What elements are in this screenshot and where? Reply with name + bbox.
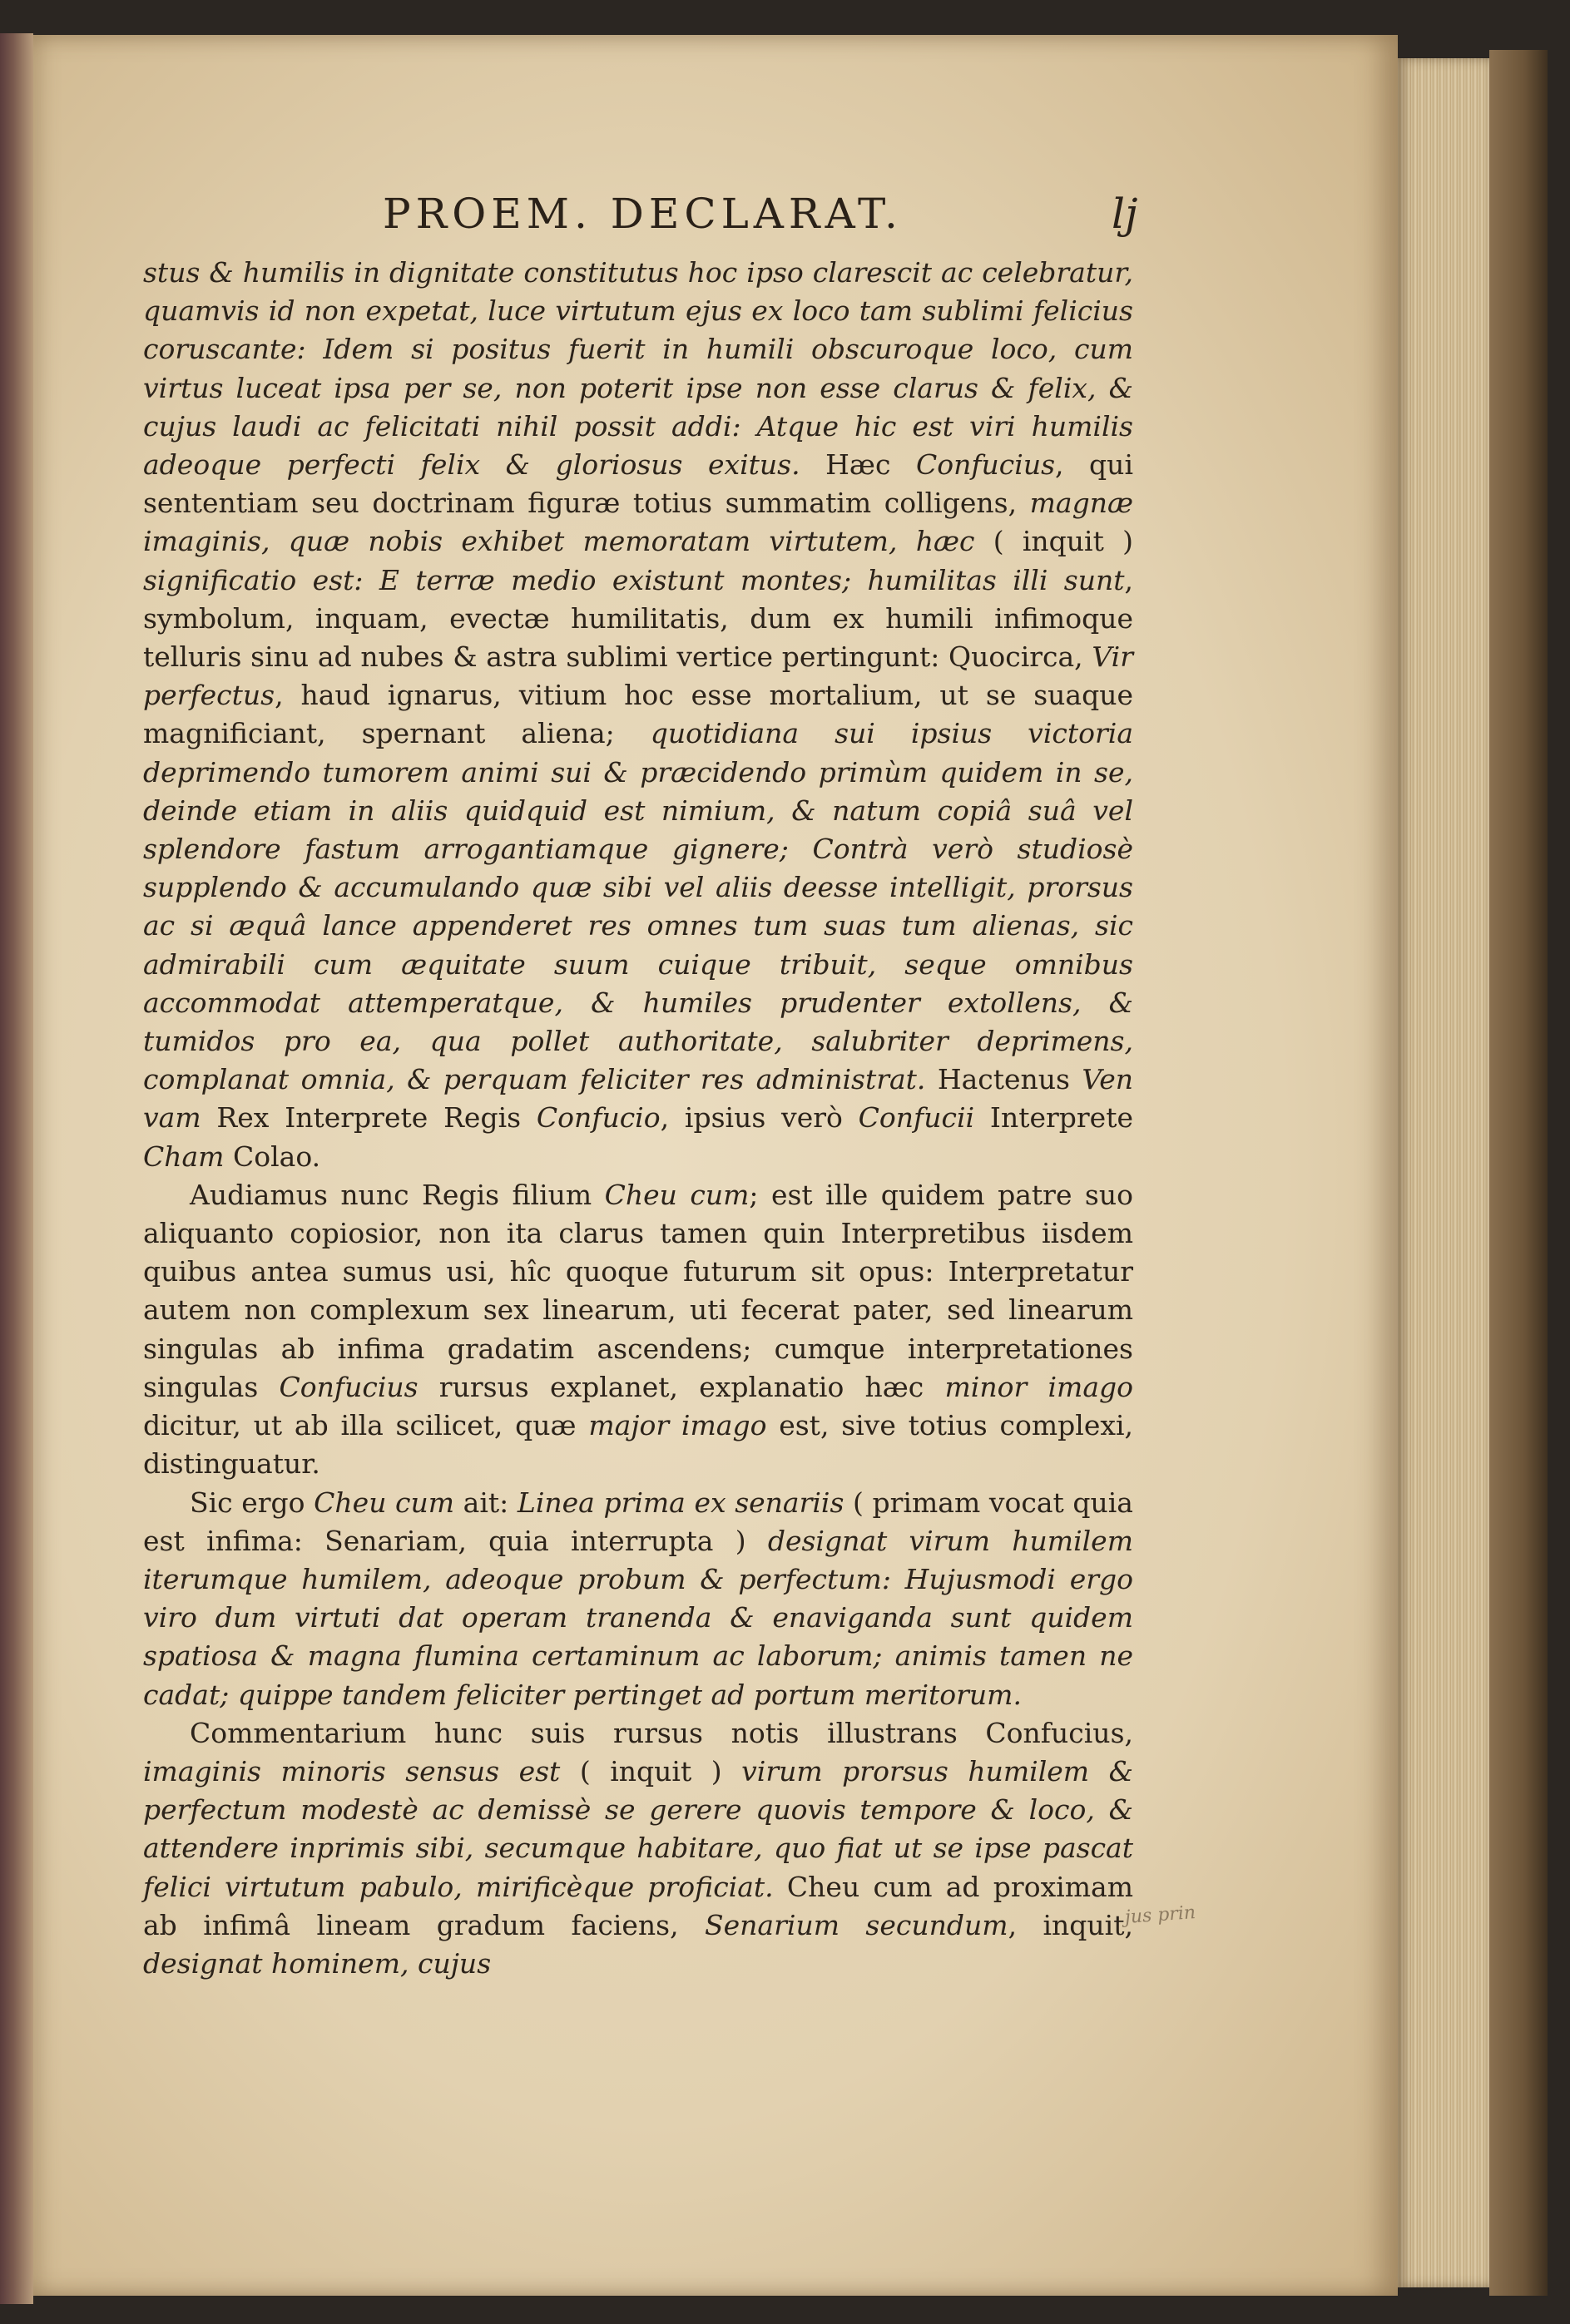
italic-text-span: Cheu cum (604, 1178, 750, 1211)
italic-text-span: designat virum humilem iterumque humilem, adeoque probum & perfectum: Hujusmodi ergo viro dum virtuti dat operam tranenda & enaviganda sunt quidem spatiosa & magna flumina certaminum ac laborum; animis tamen ne cadat; quippe tandem feliciter pertinget ad portum meritorum. (143, 1524, 1133, 1711)
italic-text-span: & humilis in dignitate constitutus hoc ipso clarescit ac celebratur, quamvis id non expetat, luce virtutum ejus ex loco tam sublimi felicius coruscante: Idem si positus fuerit in humili obscuroque loco, cum virtus luceat ipsa per se, non poterit ipse non esse clarus & felix, & cujus laudi ac felicitati nihil possit addi: Atque hic est viri humilis adeoque perfecti felix & gloriosus exitus. (143, 256, 1134, 482)
italic-text-span: minor imago (944, 1370, 1133, 1403)
roman-text-span: ait: (454, 1486, 518, 1519)
italic-text-span: Confucius (279, 1370, 419, 1403)
roman-text-span: , inquit, (1008, 1908, 1133, 1941)
italic-text-span: Cheu cum (314, 1486, 455, 1519)
roman-text-span: ( primam vocat quia est infima: Senariam, quia interrupta ) (143, 1486, 1133, 1557)
roman-text-span: dicitur, ut ab illa scilicet, quæ (143, 1409, 589, 1442)
italic-text-span: Cham (143, 1140, 225, 1173)
facing-page-edge (0, 33, 33, 2304)
roman-text-span: Hactenus (925, 1063, 1082, 1096)
roman-text-span: , ipsius verò (660, 1101, 859, 1135)
roman-text-span: , qui sententiam seu doctrinam figuræ totius summatim colligens, (143, 448, 1133, 520)
roman-text-span: est, sive totius complexi, distinguatur. (143, 1409, 1134, 1481)
italic-text-span: Vir perfectus (143, 640, 1133, 712)
italic-text-span: Confucius (915, 448, 1056, 482)
roman-text-span: Rex Interprete Regis (201, 1101, 537, 1135)
paragraph (143, 1176, 1133, 1484)
italic-text-span: significatio est: E terræ medio existunt montes; humilitas illi sunt (143, 563, 1125, 596)
body-text (143, 254, 1133, 1983)
italic-text-span: Senarium secundum (705, 1908, 1008, 1941)
book-cover-edge (1489, 50, 1548, 2296)
roman-text-span: Commentarium hunc suis rursus notis illustrans Confucius, (190, 1716, 1133, 1749)
italic-text-span: Linea prima ex senariis (517, 1486, 844, 1519)
fore-edge-pages (1398, 58, 1489, 2287)
italic-text-span: imaginis minoris sensus est (143, 1754, 561, 1788)
italic-text-span: Ven vam (143, 1063, 1133, 1135)
roman-text-span: Hæc (800, 448, 916, 482)
italic-text-span: major imago (588, 1409, 767, 1442)
roman-text-span: , symbolum, inquam, evectæ humilitatis, dum ex humili infimoque telluris sinu ad nubes & astra sublimi vertice pertingunt: Quocirca, (143, 563, 1133, 674)
italic-text-span: quotidiana sui ipsius victoria deprimendo tumorem animi sui & præcidendo primùm quidem in se, deinde etiam in aliis quidquid est nimium, & natum copiâ suâ vel splendore fastum arrogantiamque gignere; Contrà verò studiosè supplendo & accumulando quæ sibi vel aliis deesse intelligit, prorsus ac si æquâ lance appenderet res omnes tum suas tum alienas, sic admirabili cum æquitate suum cuique tribuit, seque omnibus accommodat attemperatque, & humiles prudenter extollens, & tumidos pro ea, qua pollet authoritate, salubriter deprimens, complanat omnia, & perquam feliciter res administrat. (143, 717, 1133, 1096)
folio-number: lj (1112, 190, 1138, 238)
roman-text-span: ; est ille quidem patre suo aliquanto copiosior, non ita clarus tamen quin Interpretibus iisdem quibus antea sumus usi, hîc quoque futurum sit opus: Interpretatur autem non complexum sex linearum, uti fecerat pater, sed linearum singulas ab infima gradatim ascendens; cumque interpretationes singulas (143, 1178, 1133, 1403)
roman-text-span: Cheu cum ad proximam ab infimâ lineam gradum faciens, (143, 1870, 1133, 1941)
paragraph (143, 1484, 1133, 1714)
italic-text-span: Confucio (536, 1101, 661, 1135)
running-title: PROEM. DECLARAT. (383, 190, 903, 238)
roman-text-span: ( inquit ) (560, 1754, 742, 1788)
roman-text-span: rursus explanet, explanatio hæc (418, 1370, 945, 1403)
margin-note: jus prin (1124, 1902, 1196, 1928)
roman-text-span: Colao. (224, 1140, 321, 1173)
roman-text-span: Sic ergo (190, 1486, 314, 1519)
italic-text-span: magnæ imaginis, quæ nobis exhibet memoratam virtutem, hæc (143, 487, 1133, 558)
italic-text-span: designat hominem, cujus (143, 1946, 492, 1980)
roman-text-span: ( inquit ) (974, 525, 1133, 558)
italic-text-span: stus (143, 256, 210, 289)
paragraph (143, 254, 1133, 1176)
italic-text-span: virum prorsus humilem & perfectum modestè ac demissè se gerere quovis tempore & loco, & attendere inprimis sibi, secumque habitare, quo fiat ut se ipse pascat felici virtutum pabulo, mirificèque proficiat. (143, 1754, 1133, 1903)
roman-text-span: , haud ignarus, vitium hoc esse mortalium, ut se suaque magnificiant, spernant aliena; (143, 679, 1133, 750)
roman-text-span: Interprete (974, 1101, 1133, 1135)
italic-text-span: Confucii (858, 1101, 975, 1135)
paragraph (143, 1714, 1133, 1983)
roman-text-span: Audiamus nunc Regis filium (190, 1178, 605, 1211)
